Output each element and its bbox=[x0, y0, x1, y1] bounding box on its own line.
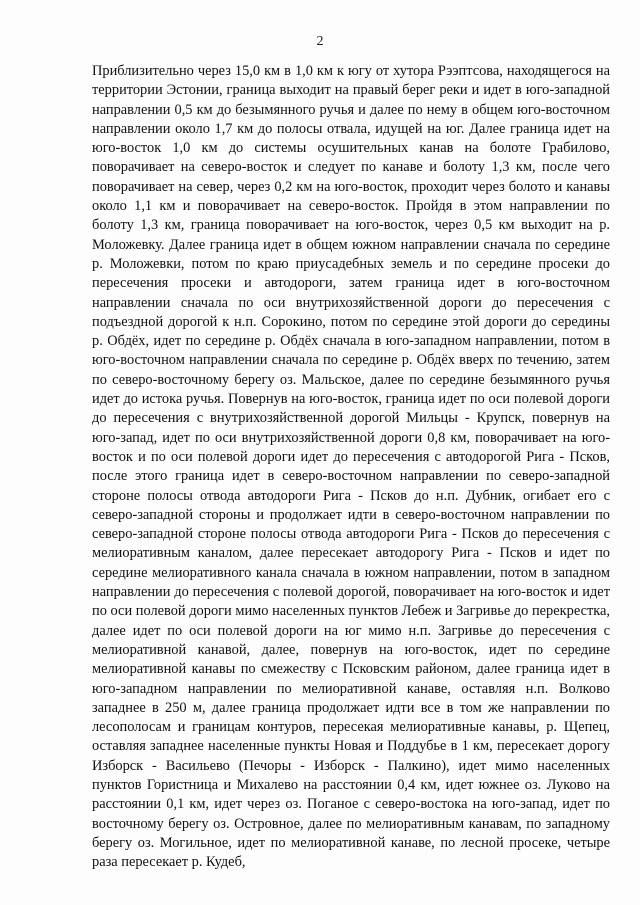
body-paragraph: Приблизительно через 15,0 км в 1,0 км к югу от хутора Рээптсова, находящегося на территории Эстонии, граница выходит на правый берег реки и идет в юго-западной направлении 0,5 км до безымянного ручья и далее по нему в общем юго-восточном направлении около 1,7 км до полосы отвала, идущей на юг. Далее граница идет на юго-восток 1,0 км до системы осушительных канав на болоте Грабилово, поворачивает на северо-восток и следует по канаве и болоту 1,3 км, после чего поворачивает на север, через 0,2 км на юго-восток, проходит через болото и канавы около 1,1 км и поворачивает на северо-восток. Пройдя в этом направлении по болоту 1,3 км, граница поворачивает на юго-восток, через 0,5 км выходит на р. Моложевку. Далее граница идет в общем южном направлении сначала по середине р. Моложевки, потом по краю приусадебных земель и по середине просеки до пересечения просеки и автодороги, затем граница идет в юго-восточном направлении сначала по оси внутрихозяйственной дороги до пересечения с подъездной дорогой к н.п. Сорокино, потом по середине этой дороги до середины р. Обдёх, идет по середине р. Обдёх сначала в юго-западном направлении, потом в юго-восточном направлении сначала по середине р. Обдёх вверх по течению, затем по северо-восточному берегу оз. Мальское, далее по середине безымянного ручья идет до истока ручья. Повернув на юго-восток, граница идет по оси полевой дороги до пересечения с внутрихозяйственной дорогой Мильцы - Крупск, повернув на юго-запад, идет по оси внутрихозяйственной дороги 0,8 км, поворачивает на юго-восток и по оси полевой дороги идет до пересечения с автодорогой Рига - Псков, после этого граница идет в северо-восточном направлении по северо-западной стороне полосы отвода автодороги Рига - Псков до н.п. Дубник, огибает его с северо-западной стороны и продолжает идти в северо-восточном направлении по северо-западной стороне полосы отвода автодороги Рига - Псков до пересечения с мелиоративным каналом, далее пересекает автодорогу Рига - Псков и идет по середине мелиоративного канала сначала в южном направлении, потом в западном направлении до пересечения с полевой дорогой, поворачивает на юго-восток и идет по оси полевой дороги мимо населенных пунктов Лебеж и Загривье до перекрестка, далее идет по оси полевой дороги на юг мимо н.п. Загривье до пересечения с мелиоративной канавой, далее, повернув на юго-восток, идет по середине мелиоративной канавы по смежеству с Псковским районом, далее граница идет в юго-западном направлении по мелиоративной канаве, оставляя н.п. Волково западнее в 250 м, далее граница продолжает идти все в том же направлении по лесополосам и границам контуров, пересекая мелиоративные канавы, р. Щепец, оставляя западнее населенные пункты Новая и Поддубье в 1 км, пересекает дорогу Изборск - Васильево (Печоры - Изборск - Палкино), идет мимо населенных пунктов Гористница и Михалево на расстоянии 0,4 км, идет южнее оз. Луково на расстоянии 0,1 км, идет через оз. Поганое с северо-востока на юго-запад, идет по восточному берегу оз. Островное, далее по мелиоративным канавам, по западному берегу оз. Могильное, идет по мелиоративной канаве, по лесной просеке, четыре раза пересекает р. Кудеб, bbox=[92, 63, 610, 871]
page-number: 2 bbox=[316, 34, 324, 49]
